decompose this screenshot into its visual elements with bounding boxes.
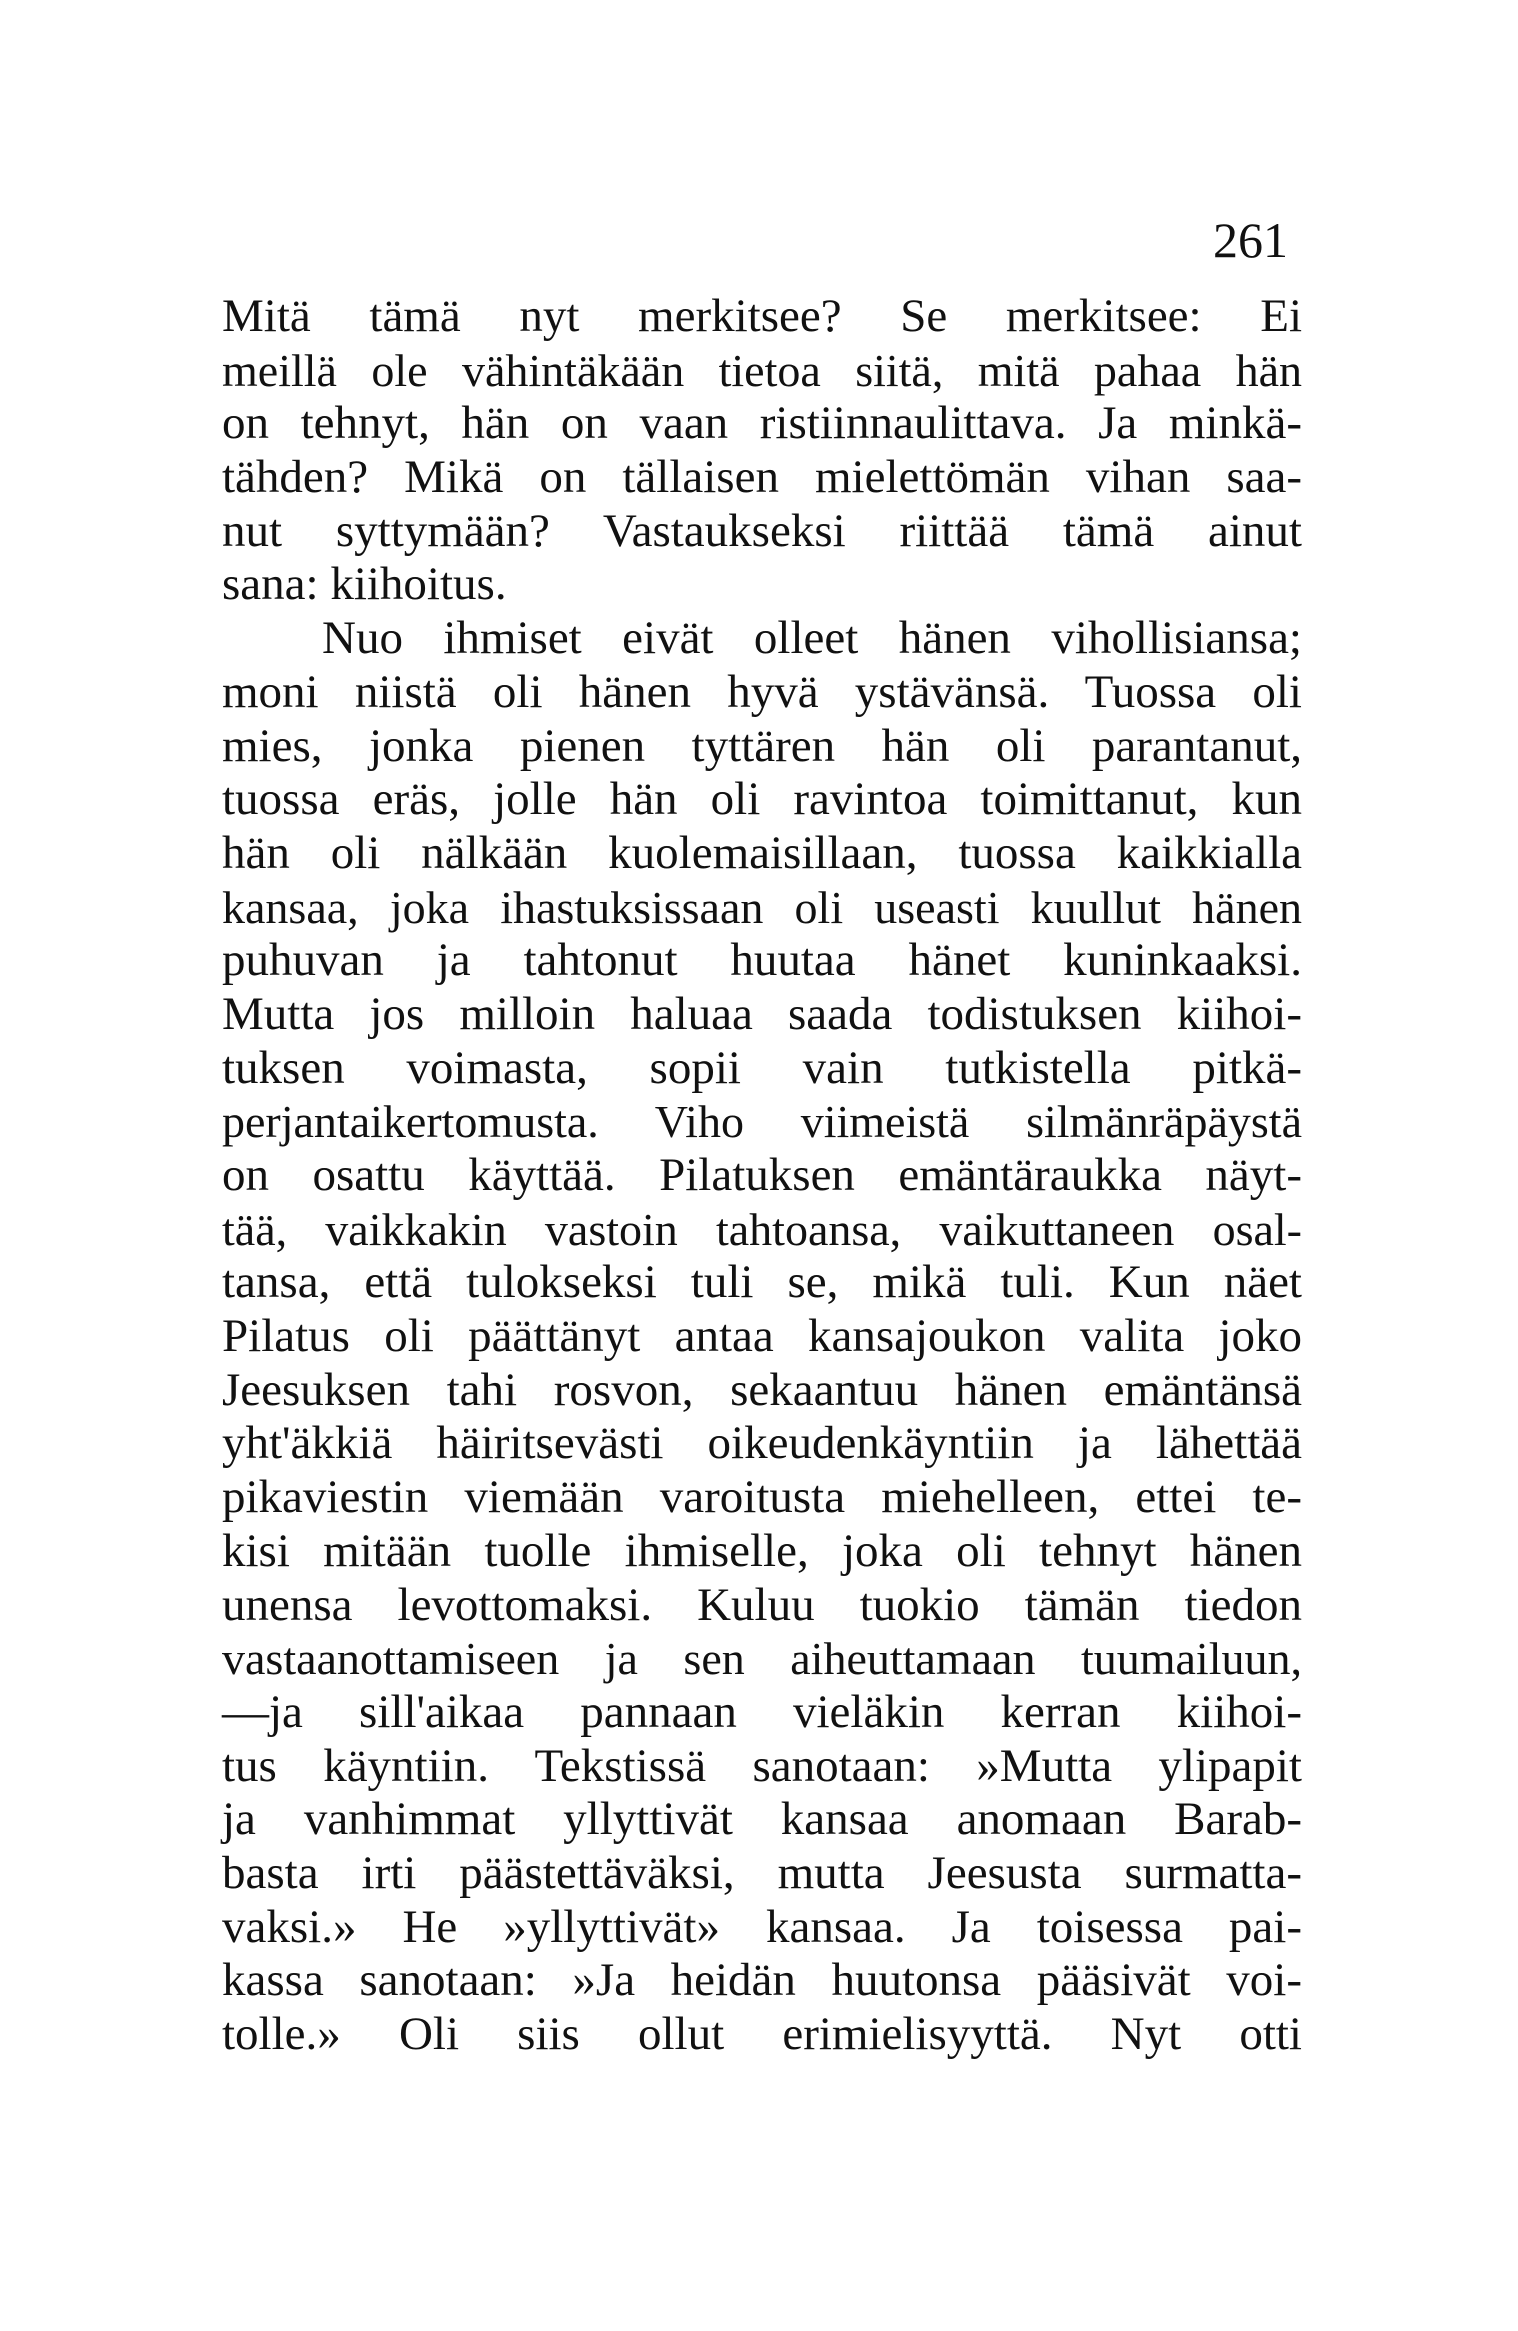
text-line: on tehnyt, hän on vaan ristiinnaulittava. Ja minkä- <box>222 397 1302 450</box>
text-line: tuossa eräs, jolle hän oli ravintoa toimittanut, kun <box>222 773 1302 826</box>
text-line: tansa, että tulokseksi tuli se, mikä tuli. Kun näet <box>222 1256 1302 1309</box>
body-text <box>222 290 1302 2062</box>
text-line: kansaa, joka ihastuksissaan oli useasti kuullut hänen <box>222 881 1302 933</box>
text-line: —ja sill'aikaa pannaan vieläkin kerran kiihoi- <box>222 1685 1302 1738</box>
text-line: Mitä tämä nyt merkitsee? Se merkitsee: Ei <box>222 290 1302 342</box>
text-line: ja vanhimmat yllyttivät kansaa anomaan Barab- <box>222 1793 1302 1846</box>
text-line: pikaviestin viemään varoitusta miehelleen, ettei te- <box>222 1471 1302 1524</box>
text-line: tolle.» Oli siis ollut erimielisyyttä. Nyt otti <box>222 2008 1302 2060</box>
text-line: Nuo ihmiset eivät olleet hänen vihollisiansa; <box>322 612 1302 665</box>
text-line: Pilatus oli päättänyt antaa kansajoukon valita joko <box>222 1310 1302 1363</box>
text-line: vaksi.» He »yllyttivät» kansaa. Ja toisessa pai- <box>222 1900 1302 1953</box>
text-line: mies, jonka pienen tyttären hän oli parantanut, <box>222 719 1302 772</box>
text-line: unensa levottomaksi. Kuluu tuokio tämän tiedon <box>222 1578 1302 1631</box>
text-line: basta irti päästettäväksi, mutta Jeesusta surmatta- <box>222 1846 1302 1899</box>
text-line: yht'äkkiä häiritsevästi oikeudenkäyntiin ja lähettää <box>222 1417 1302 1470</box>
text-line: vastaanottamiseen ja sen aiheuttamaan tuumailuun, <box>222 1633 1302 1685</box>
text-line: Jeesuksen tahi rosvon, sekaantuu hänen emäntänsä <box>222 1363 1302 1416</box>
page-number: 261 <box>1213 212 1288 268</box>
text-line: tähden? Mikä on tällaisen mielettömän vihan saa- <box>222 451 1302 504</box>
text-line: puhuvan ja tahtonut huutaa hänet kuninkaaksi. <box>222 934 1302 987</box>
text-line: hän oli nälkään kuolemaisillaan, tuossa kaikkialla <box>222 826 1302 879</box>
text-line: kassa sanotaan: »Ja heidän huutonsa pääsivät voi- <box>222 1954 1302 2007</box>
text-line: moni niistä oli hänen hyvä ystävänsä. Tuossa oli <box>222 665 1302 718</box>
text-line: sana: kiihoitus. <box>222 558 507 611</box>
text-line: nut syttymään? Vastaukseksi riittää tämä ainut <box>222 504 1302 557</box>
text-line: tää, vaikkakin vastoin tahtoansa, vaikuttaneen osal- <box>222 1203 1302 1255</box>
text-line: perjantaikertomusta. Viho viimeistä silmänräpäystä <box>222 1096 1302 1148</box>
text-line: Mutta jos milloin haluaa saada todistuksen kiihoi- <box>222 987 1302 1040</box>
text-line: kisi mitään tuolle ihmiselle, joka oli tehnyt hänen <box>222 1524 1302 1577</box>
text-line: tus käyntiin. Tekstissä sanotaan: »Mutta ylipapit <box>222 1739 1302 1792</box>
text-line: meillä ole vähintäkään tietoa siitä, mitä pahaa hän <box>222 344 1302 396</box>
text-line: tuksen voimasta, sopii vain tutkistella pitkä- <box>222 1041 1302 1094</box>
text-line: on osattu käyttää. Pilatuksen emäntäraukka näyt- <box>222 1149 1302 1201</box>
